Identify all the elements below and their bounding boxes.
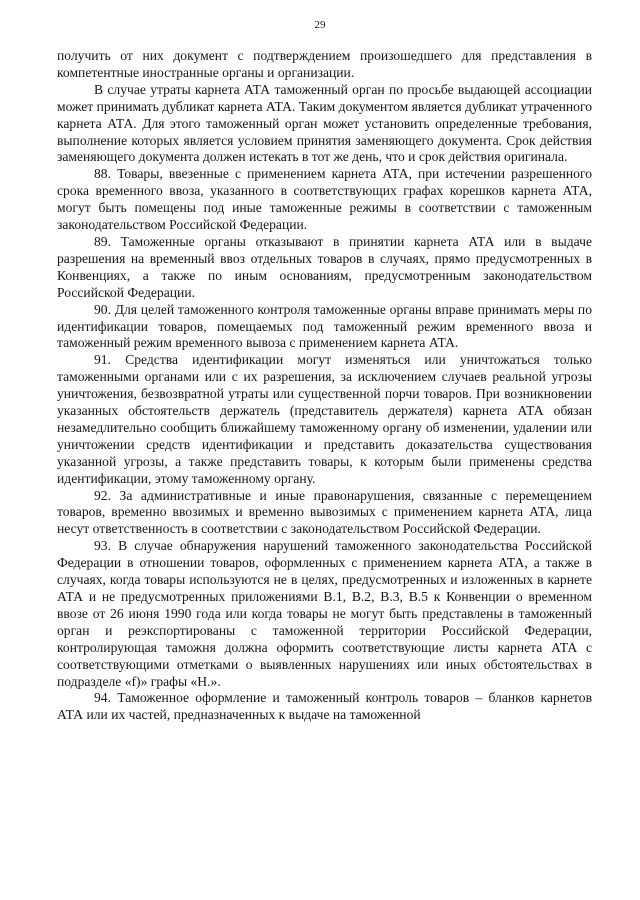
paragraph-number: 92. <box>94 487 111 503</box>
paragraph-94 <box>57 690 592 724</box>
paragraph-90 <box>57 302 592 353</box>
paragraph-carnet-duplicate <box>57 82 592 167</box>
paragraph-92 <box>57 488 592 539</box>
paragraph-text: Таможенное оформление и таможенный контроль товаров – бланков карнетов АТА или их частей, предназначенных к выдаче на таможенной <box>57 690 592 723</box>
paragraph-text: Таможенные органы отказывают в принятии карнета АТА или в выдаче разрешения на временный ввоз отдельных товаров в случаях, прямо предусмотренных в Конвенциях, а также по иным основаниям, предусмотренным законодательством Российской Федерации. <box>57 233 592 300</box>
paragraph-continuation <box>57 48 592 82</box>
page-number: 29 <box>314 19 326 31</box>
paragraph-89 <box>57 234 592 302</box>
paragraph-text: Товары, ввезенные с применением карнета АТА, при истечении разрешенного срока временного ввоза, указанного в соответствующих графах корешков карнета АТА, могут быть помещены под иные таможенные режимы в соответствии с таможенным законодательством Российской Федерации. <box>57 166 592 233</box>
paragraph-text: За административные и иные правонарушения, связанные с перемещением товаров, временно ввозимых и временно вывозимых с применением карнета АТА, лица несут ответственность в соответствии с законодательством Российской Федерации. <box>57 487 592 537</box>
paragraph-93 <box>57 538 592 690</box>
paragraph-number: 91. <box>94 352 111 368</box>
paragraph-number: 90. <box>94 301 111 317</box>
paragraph-number: 89. <box>94 233 111 249</box>
paragraph-91 <box>57 352 592 487</box>
paragraph-number: 94. <box>94 690 111 706</box>
document-body <box>57 48 592 724</box>
paragraph-text: В случае обнаружения нарушений таможенного законодательства Российской Федерации в отношении товаров, оформленных с применением карнета АТА, а также в случаях, когда товары используются не в целях, предусмотренных и изложенных в карнете АТА и не предусмотренных приложениями B.1, B.2, B.3, B.5 к Конвенции о временном ввозе от 26 июня 1990 года или когда товары не могут быть представлены в таможенный орган и реэкспортированы с таможенной территории Российской Федерации, контролирующая таможня должна оформить соответствующие листы карнета АТА с соответствующими отметками о выявленных нарушениях или иных обстоятельствах в подразделе «f)» графы «H.». <box>57 538 592 689</box>
paragraph-text: Средства идентификации могут изменяться или уничтожаться только таможенными органами или с их разрешения, за исключением случаев реальной угрозы уничтожения, безвозвратной утраты или существенной порчи товаров. При возникновении указанных обстоятельств держатель (представитель держателя) карнета АТА обязан незамедлительно сообщить ближайшему таможенному органу об изменении, удалении или уничтожении средств идентификации и представить доказательства существования указанной угрозы, а также представить товары, к которым были применены средства идентификации, этому таможенному органу. <box>57 352 593 486</box>
paragraph-88 <box>57 166 592 234</box>
paragraph-text: получить от них документ с подтверждением произошедшего для представления в компетентные иностранные органы и организации. <box>57 48 592 80</box>
paragraph-number: 93. <box>94 538 111 554</box>
paragraph-text: В случае утраты карнета АТА таможенный орган по просьбе выдающей ассоциации может принимать дубликат карнета АТА. Таким документом является дубликат утраченного карнета АТА. Для этого таможенный орган может установить определенные требования, выполнение которых является условием принятия заменяющего документа. Срок действия заменяющего документа должен истекать в тот же день, что и срок действия оригинала. <box>57 81 593 165</box>
paragraph-number: 88. <box>94 166 111 182</box>
paragraph-text: Для целей таможенного контроля таможенные органы вправе принимать меры по идентификации товаров, помещаемых под таможенный режим временного ввоза и таможенный режим временного вывоза с применением карнета АТА. <box>57 301 593 351</box>
